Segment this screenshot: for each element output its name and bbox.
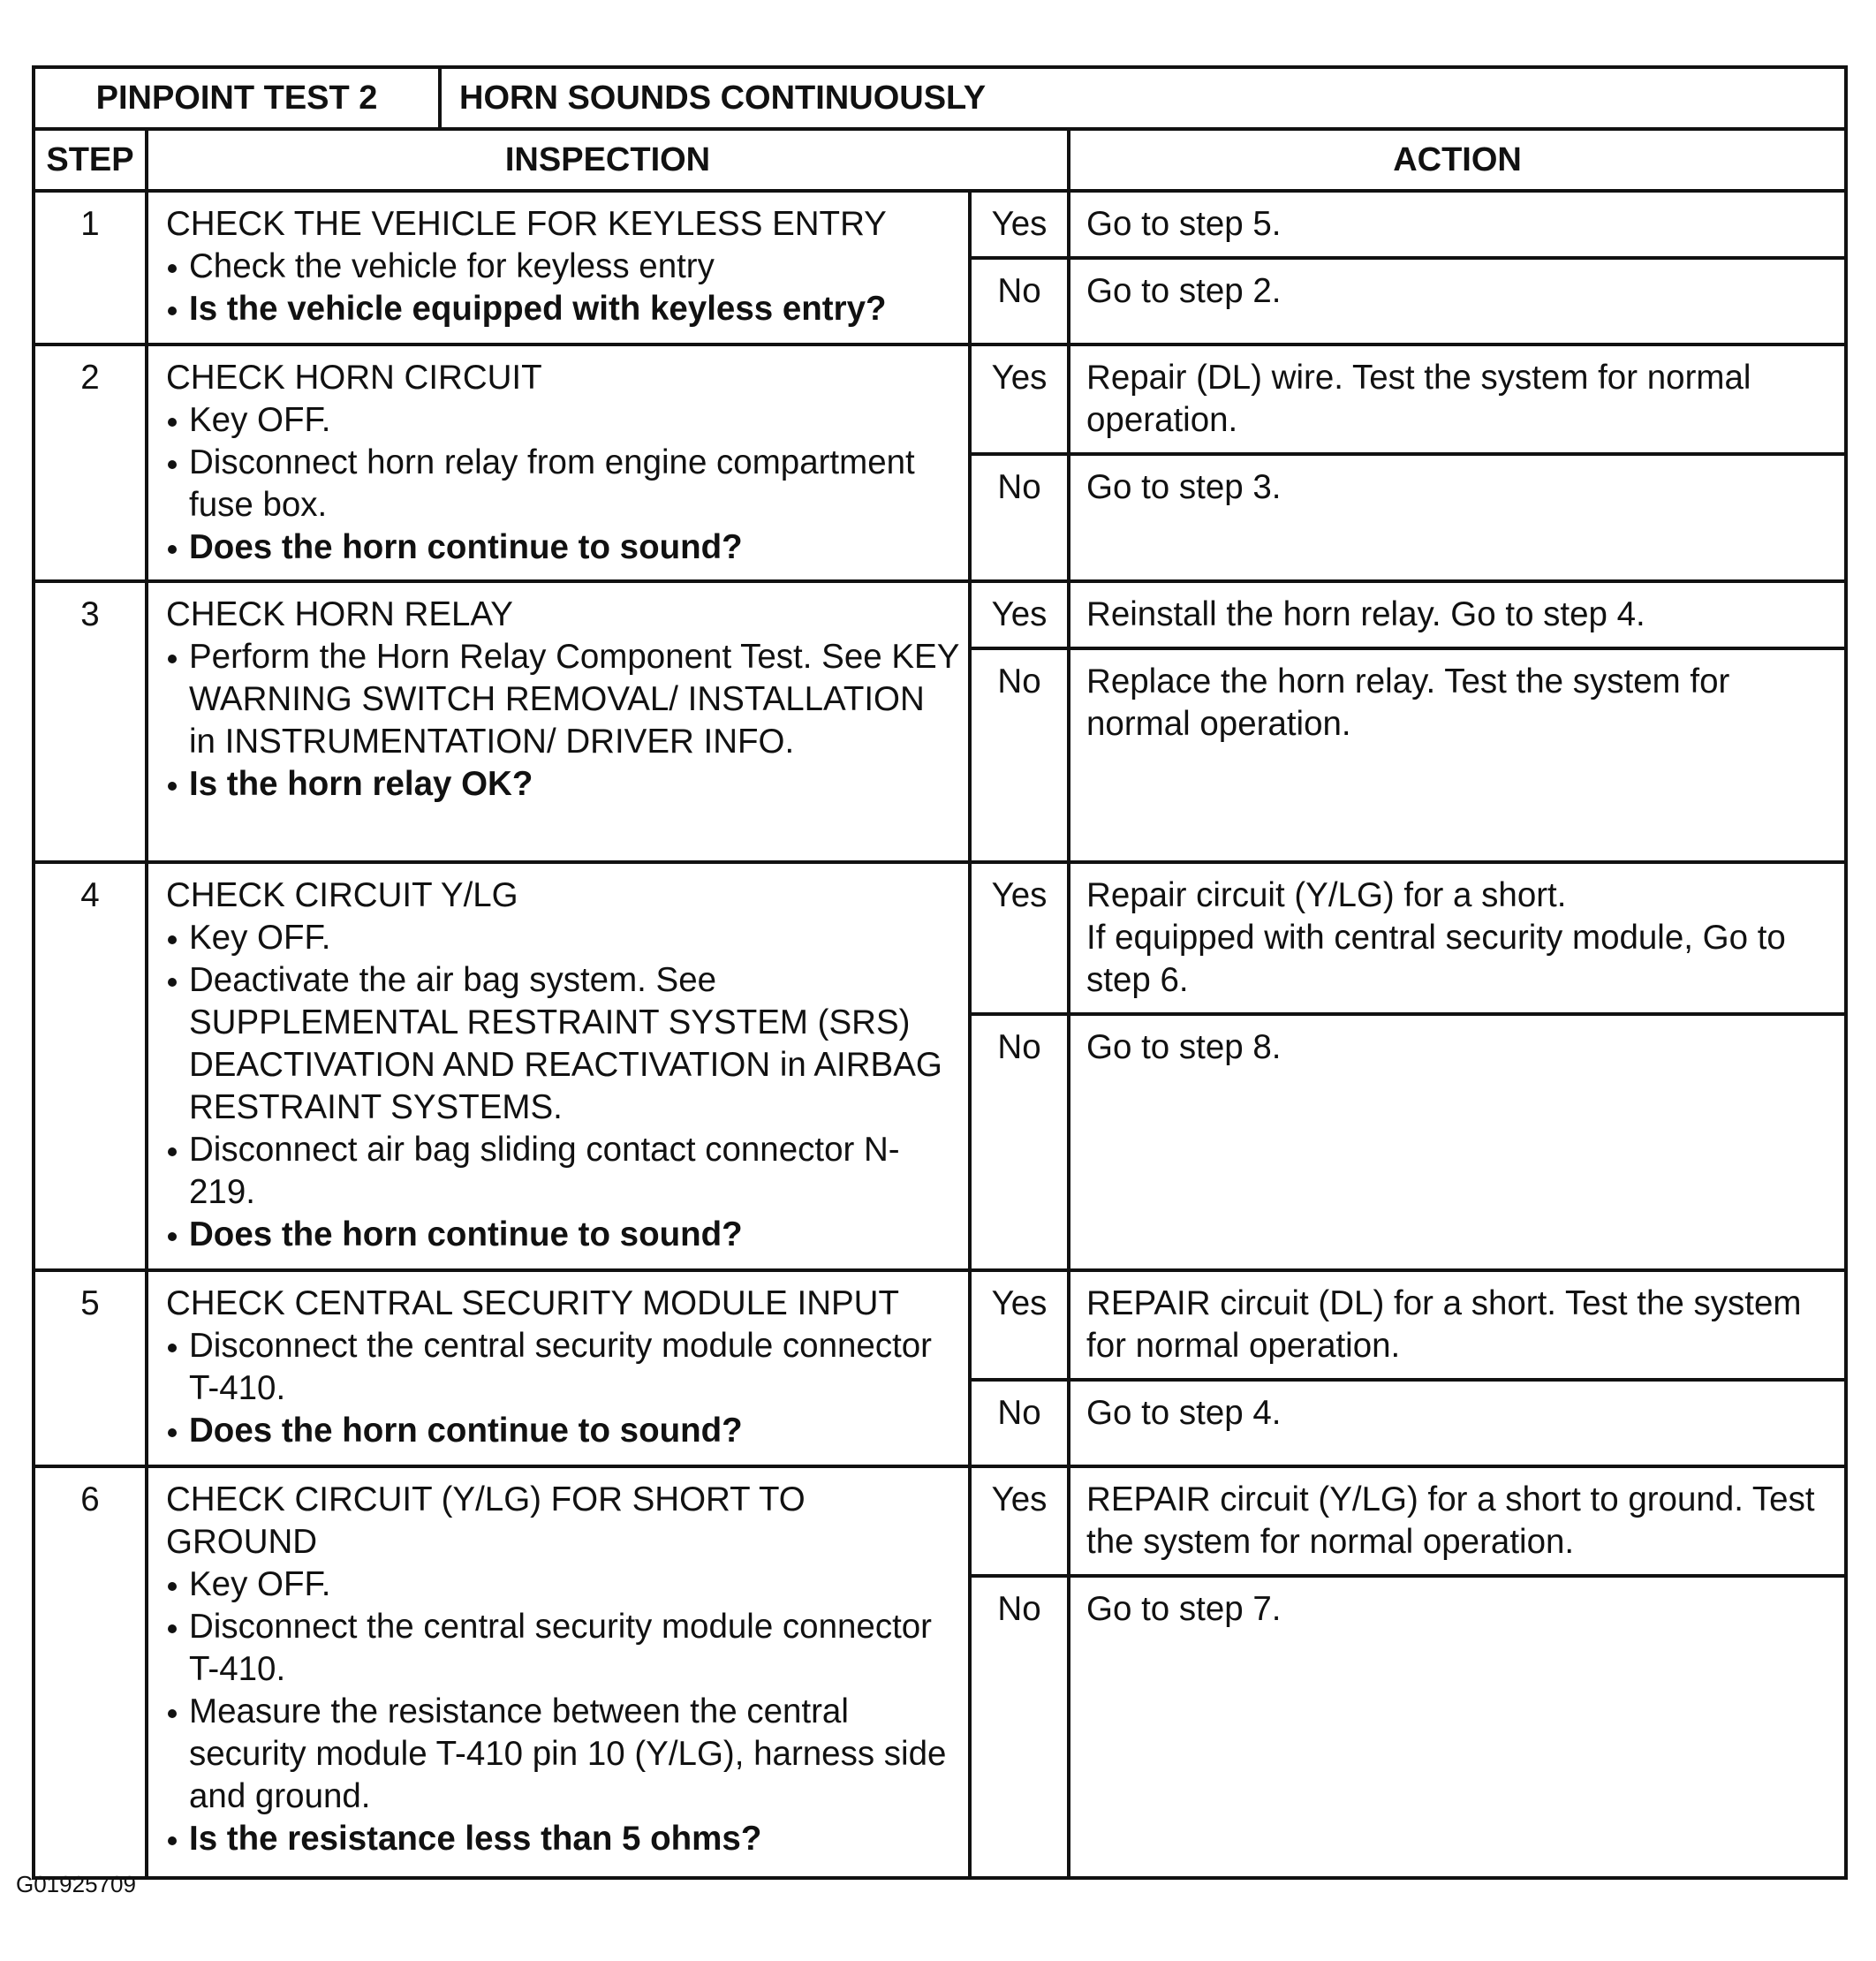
no-label: No (970, 1576, 1069, 1878)
yes-action (1069, 862, 1846, 1014)
no-action (1069, 1380, 1846, 1466)
inspection-heading: CHECK CIRCUIT Y/LG (166, 876, 518, 914)
step-number: 1 (34, 191, 147, 344)
step-inspection (147, 581, 970, 862)
yes-action-text: Repair circuit (Y/LG) for a short. (1086, 876, 1567, 914)
inspection-bullet: Deactivate the air bag system. See SUPPLEMENTAL RESTRAINT SYSTEM (SRS) DEACTIVATION AND REACTIVATION in AIRBAG RESTRAINT SYSTEMS. (166, 959, 959, 1129)
yes-action-text: REPAIR circuit (Y/LG) for a short to ground. Test the system for normal operation. (1086, 1480, 1815, 1561)
no-label: No (970, 1014, 1069, 1270)
inspection-bullet: Disconnect the central security module connector T-410. (166, 1606, 959, 1691)
yes-action (1069, 581, 1846, 648)
step-number: 4 (34, 862, 147, 1270)
yes-action-text: Repair (DL) wire. Test the system for normal operation. (1086, 359, 1751, 439)
inspection-heading: CHECK THE VEHICLE FOR KEYLESS ENTRY (166, 205, 887, 243)
step-inspection (147, 191, 970, 344)
inspection-bullet: Disconnect the central security module connector T-410. (166, 1325, 959, 1410)
step-inspection (147, 1466, 970, 1878)
no-label: No (970, 454, 1069, 581)
yes-label: Yes (970, 1466, 1069, 1576)
inspection-question: Is the vehicle equipped with keyless entry? (166, 288, 959, 330)
inspection-heading: CHECK CENTRAL SECURITY MODULE INPUT (166, 1284, 900, 1322)
no-label: No (970, 258, 1069, 344)
inspection-question: Does the horn continue to sound? (166, 526, 959, 569)
yes-label: Yes (970, 581, 1069, 648)
no-action (1069, 1576, 1846, 1878)
step-row (34, 1270, 1846, 1380)
step-row (34, 344, 1846, 454)
inspection-bullet: Disconnect air bag sliding contact connector N-219. (166, 1129, 959, 1214)
inspection-bullet: Check the vehicle for keyless entry (166, 246, 959, 288)
yes-label: Yes (970, 1270, 1069, 1380)
pinpoint-test-sheet (32, 65, 1844, 1880)
yes-action-text: Go to step 5. (1086, 205, 1282, 243)
no-action-text: Replace the horn relay. Test the system for normal operation. (1086, 662, 1730, 743)
yes-label: Yes (970, 862, 1069, 1014)
yes-action (1069, 344, 1846, 454)
yes-action (1069, 191, 1846, 258)
test-name: HORN SOUNDS CONTINUOUSLY (440, 67, 1846, 129)
step-number: 6 (34, 1466, 147, 1878)
yes-action-text: REPAIR circuit (DL) for a short. Test the system for normal operation. (1086, 1284, 1802, 1365)
step-header: STEP (34, 129, 147, 191)
step-row (34, 581, 1846, 648)
step-row (34, 1466, 1846, 1576)
inspection-bullet: Perform the Horn Relay Component Test. See KEY WARNING SWITCH REMOVAL/ INSTALLATION in INSTRUMENTATION/ DRIVER INFO. (166, 636, 959, 763)
test-id: PINPOINT TEST 2 (34, 67, 440, 129)
yes-action (1069, 1466, 1846, 1576)
yes-action-text: Reinstall the horn relay. Go to step 4. (1086, 595, 1645, 633)
yes-action (1069, 1270, 1846, 1380)
step-row (34, 191, 1846, 258)
no-action-text: Go to step 2. (1086, 272, 1282, 310)
yes-action-text: If equipped with central security module, Go to step 6. (1086, 919, 1786, 999)
header-row (34, 129, 1846, 191)
inspection-bullet: Key OFF. (166, 1564, 959, 1606)
inspection-heading: CHECK HORN RELAY (166, 595, 513, 633)
inspection-header: INSPECTION (147, 129, 1069, 191)
inspection-bullet: Key OFF. (166, 399, 959, 442)
inspection-question: Is the horn relay OK? (166, 763, 959, 806)
no-label: No (970, 1380, 1069, 1466)
title-row (34, 67, 1846, 129)
no-action (1069, 454, 1846, 581)
step-number: 5 (34, 1270, 147, 1466)
pinpoint-test-table (32, 65, 1848, 1880)
inspection-bullet: Key OFF. (166, 917, 959, 959)
figure-id: G01925709 (16, 1871, 136, 1897)
no-label: No (970, 648, 1069, 862)
step-inspection (147, 1270, 970, 1466)
inspection-bullet: Disconnect horn relay from engine compartment fuse box. (166, 442, 959, 526)
inspection-bullet: Measure the resistance between the central security module T-410 pin 10 (Y/LG), harness side and ground. (166, 1691, 959, 1818)
inspection-question: Is the resistance less than 5 ohms? (166, 1818, 959, 1860)
action-header: ACTION (1069, 129, 1846, 191)
no-action (1069, 1014, 1846, 1270)
no-action (1069, 258, 1846, 344)
no-action (1069, 648, 1846, 862)
yes-label: Yes (970, 191, 1069, 258)
step-inspection (147, 344, 970, 581)
step-number: 3 (34, 581, 147, 862)
step-row (34, 862, 1846, 1014)
inspection-heading: CHECK CIRCUIT (Y/LG) FOR SHORT TO GROUND (166, 1480, 806, 1561)
no-action-text: Go to step 7. (1086, 1590, 1282, 1628)
inspection-question: Does the horn continue to sound? (166, 1214, 959, 1256)
no-action-text: Go to step 4. (1086, 1394, 1282, 1432)
no-action-text: Go to step 8. (1086, 1028, 1282, 1066)
no-action-text: Go to step 3. (1086, 468, 1282, 506)
inspection-question: Does the horn continue to sound? (166, 1410, 959, 1452)
yes-label: Yes (970, 344, 1069, 454)
inspection-heading: CHECK HORN CIRCUIT (166, 359, 542, 397)
step-inspection (147, 862, 970, 1270)
step-number: 2 (34, 344, 147, 581)
